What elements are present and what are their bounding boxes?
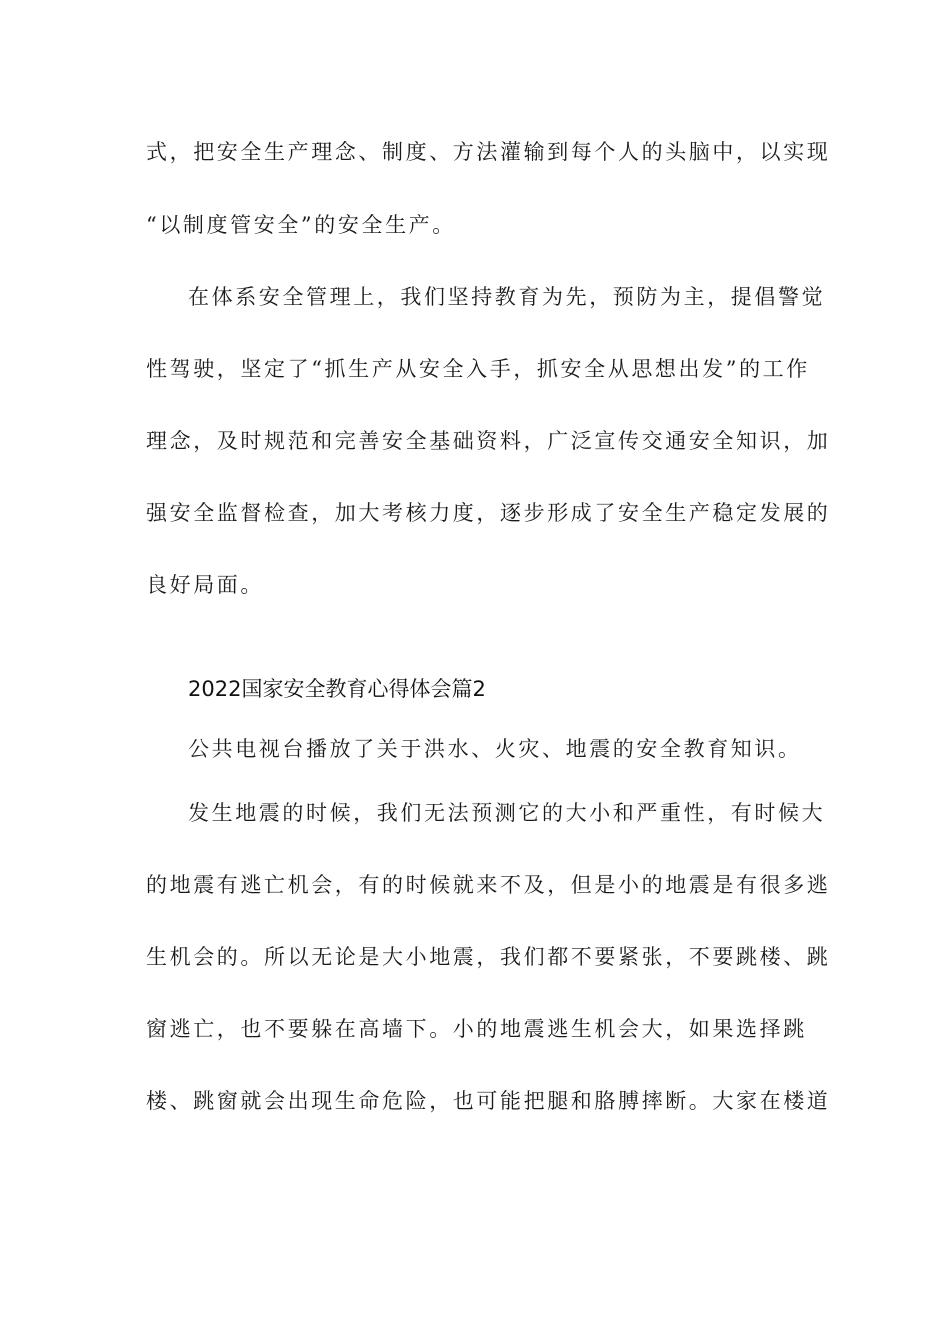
- paragraph-line: “以制度管安全”的安全生产。: [146, 213, 456, 237]
- paragraph-line: 强安全监督检查，加大考核力度，逐步形成了安全生产稳定发展的: [146, 501, 831, 525]
- paragraph-line: 式，把安全生产理念、制度、方法灌输到每个人的头脑中，以实现: [146, 140, 831, 164]
- paragraph-line: 窗逃亡，也不要躲在高墙下。小的地震逃生机会大，如果选择跳: [146, 1017, 807, 1041]
- paragraph-line: 良好局面。: [146, 573, 264, 597]
- paragraph-line: 公共电视台播放了关于洪水、火灾、地震的安全教育知识。: [188, 737, 802, 761]
- section-heading: 2022国家安全教育心得体会篇2: [188, 677, 486, 701]
- paragraph-line: 理念，及时规范和完善安全基础资料，广泛宣传交通安全知识，加: [146, 429, 831, 453]
- paragraph-line: 性驾驶，坚定了“抓生产从安全入手，抓安全从思想出发”的工作: [146, 357, 810, 381]
- paragraph-line: 发生地震的时候，我们无法预测它的大小和严重性，有时候大: [188, 801, 826, 825]
- paragraph-line: 的地震有逃亡机会，有的时候就来不及，但是小的地震是有很多逃: [146, 873, 831, 897]
- paragraph-line: 楼、跳窗就会出现生命危险，也可能把腿和胳膊摔断。大家在楼道: [146, 1089, 831, 1113]
- paragraph-line: 在体系安全管理上，我们坚持教育为先，预防为主，提倡警觉: [188, 285, 826, 309]
- paragraph-line: 生机会的。所以无论是大小地震，我们都不要紧张，不要跳楼、跳: [146, 945, 831, 969]
